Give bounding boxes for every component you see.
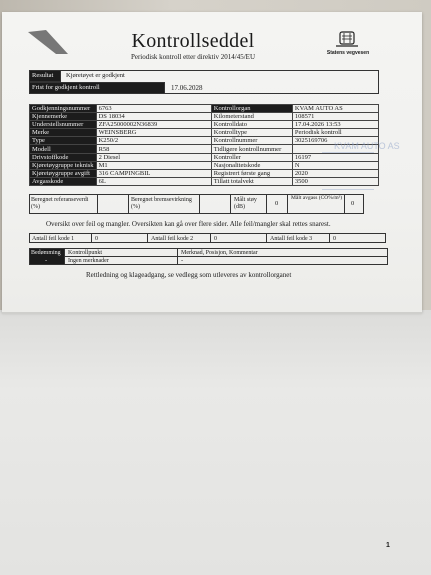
faults-row-divider	[65, 256, 388, 257]
brake-label: Beregnet bremsevirkning (%)	[131, 197, 192, 210]
field-value: Periodisk kontroll	[292, 129, 378, 137]
exhaust-label: Målt avgass (CO%/m³)	[291, 195, 343, 201]
field-value: 108571	[292, 113, 378, 121]
agency-logo-icon	[330, 30, 364, 50]
fault-count-value: 0	[333, 236, 336, 242]
deadline-value: 17.06.2028	[171, 84, 203, 92]
field-label: Tillatt totalvekt	[211, 177, 292, 185]
field-label: Drivstoffkode	[30, 153, 97, 161]
field-value: M1	[96, 161, 211, 169]
field-label: Kjennemerke	[30, 113, 97, 121]
field-value: DS 18034	[96, 113, 211, 121]
fault-count-cell	[329, 233, 386, 243]
faults-col2-header: Kontrollpunkt	[68, 250, 102, 256]
field-value: 316 CAMPINGBIL	[96, 169, 211, 177]
faults-col2-value: Ingen merknader	[68, 258, 109, 264]
stamp-mark	[322, 152, 374, 190]
field-value: 3500	[292, 177, 378, 185]
field-label: Kontrolltype	[211, 129, 292, 137]
fault-count-label: Antall feil kode 3	[270, 236, 313, 242]
faults-col1-value: -	[45, 257, 48, 264]
fault-count-value: 0	[214, 236, 217, 242]
field-value: WEINSBERG	[96, 129, 211, 137]
field-label: Merke	[30, 129, 97, 137]
field-value: 17.04.2026 13:53	[292, 121, 378, 129]
page-number: 1	[386, 542, 390, 549]
vehicle-info-row	[30, 113, 379, 121]
ref-value-label: Beregnet referanseverdi (%)	[31, 197, 89, 210]
field-value: 2 Diesel	[96, 153, 211, 161]
field-label: Kontroller	[211, 153, 292, 161]
field-value: ZFA25000002N36839	[96, 121, 211, 129]
faults-col3-value: -	[181, 257, 184, 264]
field-label: Kontrollorgan	[211, 105, 292, 113]
fault-count-cell	[210, 233, 267, 243]
fault-count-cell	[91, 233, 148, 243]
stamp-overlay: KVAM AUTO AS	[334, 141, 400, 151]
fault-count-label: Antall feil kode 1	[32, 236, 75, 242]
field-value: R58	[96, 145, 211, 153]
noise-value: 0	[275, 200, 279, 207]
field-label: Understellsnummer	[30, 121, 97, 129]
page-subtitle: Periodisk kontroll etter direktiv 2014/45/EU	[130, 53, 256, 61]
exhaust-value: 0	[351, 200, 355, 207]
footer-text: Rettledning og klageadgang, se vedlegg som utleveres av kontrollorganet	[86, 271, 292, 279]
vehicle-info-row	[30, 121, 379, 129]
vehicle-info-row	[30, 129, 379, 137]
field-value: 3025169706	[292, 137, 378, 145]
field-value: N	[292, 161, 378, 169]
field-label: Godkjenningsnummer	[30, 105, 97, 113]
agency-name: Statens vegvesen	[326, 50, 370, 56]
field-value: 16197	[292, 153, 378, 161]
vehicle-info-row	[30, 105, 379, 113]
vehicle-info-row	[30, 137, 379, 145]
faults-col1-header: Bedømming	[31, 250, 61, 256]
field-label: Kilometerstand	[211, 113, 292, 121]
page-title: Kontrollseddel	[131, 30, 255, 52]
field-label: Kjøretøygruppe avgift	[30, 169, 97, 177]
field-label: Nasjonalitetskode	[211, 161, 292, 169]
result-value: Kjøretøyet er godkjent	[66, 72, 125, 79]
field-label: Registrert første gang	[211, 169, 292, 177]
field-label: Avgasskode	[30, 177, 97, 185]
deadline-label: Frist for godkjent kontroll	[32, 84, 100, 91]
fault-count-label: Antall feil kode 2	[151, 236, 194, 242]
field-value: 6L	[96, 177, 211, 185]
field-value: 6763	[96, 105, 211, 113]
field-value: KVAM AUTO AS	[292, 105, 378, 113]
field-label: Kjøretøygruppe teknisk	[30, 161, 97, 169]
sheet-edge	[2, 312, 422, 314]
overview-text: Oversikt over feil og mangler. Oversikten kan gå over flere sider. Alle feil/mangler skal rettes snarest.	[46, 220, 331, 228]
fault-count-value: 0	[95, 236, 98, 242]
underlying-page	[0, 310, 431, 575]
field-label: Modell	[30, 145, 97, 153]
ref-value-cell	[97, 194, 129, 214]
faults-col3-header: Merknad, Posisjon, Kommentar	[181, 250, 258, 256]
brake-value-cell	[199, 194, 231, 214]
field-label: Kontrollnummer	[211, 137, 292, 145]
noise-label: Målt støy (dB)	[234, 197, 257, 210]
field-label: Tidligere kontrollnummer	[211, 145, 292, 153]
field-value: 2020	[292, 169, 378, 177]
field-label: Kontrolldato	[211, 121, 292, 129]
result-label: Resultat	[32, 72, 54, 79]
field-value: K250/2	[96, 137, 211, 145]
field-label: Type	[30, 137, 97, 145]
